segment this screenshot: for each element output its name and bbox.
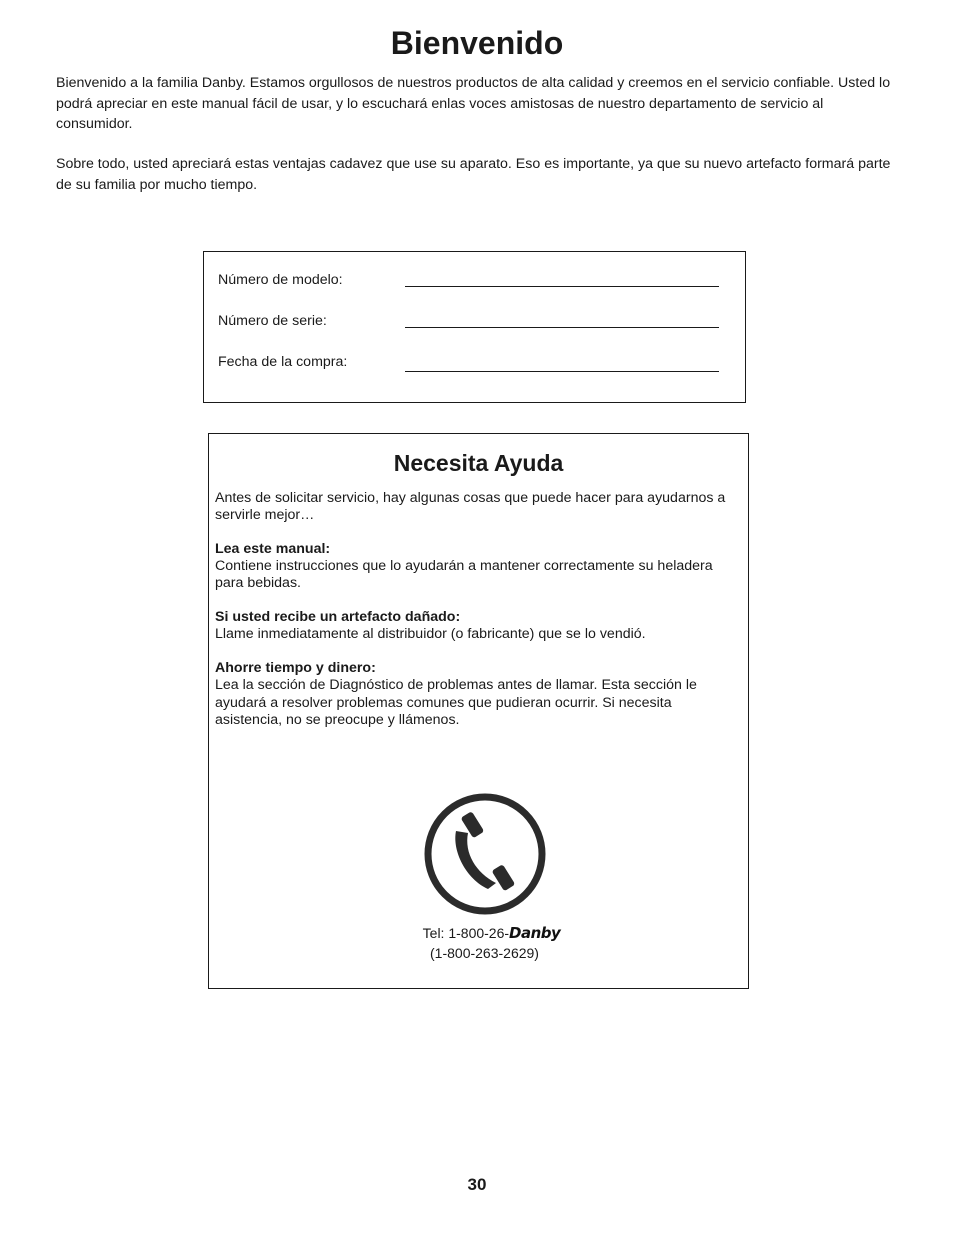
intro-paragraph-2: Sobre todo, usted apreciará estas ventajas cadavez que use su aparato. Eso es importante, ya que su nuevo artefacto formará parte de su familia por mucho tiempo. [56, 156, 891, 193]
help-item-heading: Si usted recibe un artefacto dañado: [215, 609, 461, 626]
purchase-date-line [405, 371, 719, 372]
help-item-text: Lea la sección de Diagnóstico de problemas antes de llamar. Esta sección le ayudará a resolver problemas comunes que pudieran ocurrir. Si necesita asistencia, no se preocupe y llámenos. [215, 677, 697, 728]
model-number-row [218, 272, 718, 292]
phone-number-numeric [209, 944, 748, 963]
registration-box [203, 251, 746, 403]
serial-number-label: Número de serie: [218, 313, 327, 329]
help-intro: Antes de solicitar servicio, hay algunas cosas que puede hacer para ayudarnos a servirle mejor… [215, 490, 726, 524]
serial-number-row [218, 313, 718, 333]
help-box [208, 433, 749, 989]
model-number-line [405, 286, 719, 287]
purchase-date-label: Fecha de la compra: [218, 354, 348, 370]
help-item-heading: Ahorre tiempo y dinero: [215, 660, 376, 677]
help-item-text: Contiene instrucciones que lo ayudarán a mantener correctamente su heladera para bebidas. [215, 558, 713, 592]
help-item-heading: Lea este manual: [215, 541, 331, 557]
help-body [215, 490, 735, 746]
purchase-date-row [218, 354, 718, 374]
help-item [215, 609, 735, 643]
telephone-handset-icon [424, 793, 546, 915]
page-title: Bienvenido [390, 25, 564, 61]
danby-logo: Danby [509, 924, 561, 942]
help-title: Necesita Ayuda [393, 450, 564, 476]
help-item [215, 660, 735, 729]
phone-number-line [209, 924, 748, 943]
phone-number-numeric-text: (1-800-263-2629) [430, 945, 539, 961]
help-item-text: Llame inmediatamente al distribuidor (o fabricante) que se lo vendió. [215, 626, 646, 643]
intro-paragraph-1: Bienvenido a la familia Danby. Estamos orgullosos de nuestros productos de alta calidad y creemos en el servicio confiable. Usted lo podrá apreciar en este manual fácil de usar, y lo escuchará enlas voces amistosas de nuestro departamento de servicio al consumidor. [56, 75, 891, 132]
model-number-label: Número de modelo: [218, 272, 343, 288]
serial-number-line [405, 327, 719, 328]
phone-prefix: Tel: 1-800-26- [422, 925, 510, 941]
help-item [215, 541, 735, 593]
page-number: 30 [467, 1175, 487, 1194]
